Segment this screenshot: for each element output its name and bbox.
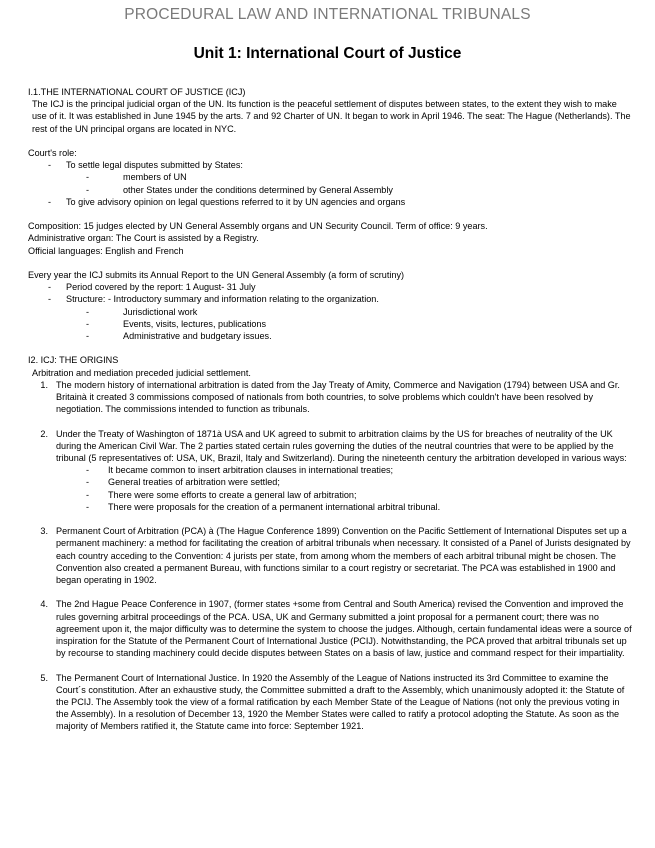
course-title: PROCEDURAL LAW AND INTERNATIONAL TRIBUNALS: [124, 6, 531, 23]
list-item: - Events, visits, lectures, publications: [28, 318, 633, 330]
list-item: - It became common to insert arbitration clauses in international treaties;: [28, 464, 633, 476]
item-text: The 2nd Hague Peace Conference in 1907, (former states +some from Central and South America) revised the Convention and improved the rules governing arbitral proceedings of the PCA. USA, UK and Germany submitted a joint proposal for a permanent court; there was no agreement upon it, the major difficulty was to determine the system to choose the judges. Although, certain fundamental ideas were a source of inspiration for the Statute of the Permanent Court of International Justice (PCIJ). Notwithstanding, the PCA proved that arbitral tribunals set up by recourse to standing machinery could decide disputes between States on a basis of law, justice and command respect for their impartiality.: [56, 599, 632, 659]
item-text: The Permanent Court of International Justice. In 1920 the Assembly of the League of Nations instructed its 3rd Committee to examine the Court´s constitution. After an exhaustive study, the Committee submitted a draft to the Assembly, which unanimously adopted it: the Statute of the PCIJ. The Assembly took the view of a formal ratification by each Member State of the League of Nations (not only the previous voting in the Assembly). In a resolution of December 13, 1920 the Member States were called to ratify a protocol adopting the Statute. As soon as the majority of Members ratified it, the Statute came into force: September 1921.: [56, 672, 625, 732]
numbered-item: [28, 598, 633, 659]
origins-intro: Arbitration and mediation preceded judicial settlement.: [32, 367, 251, 378]
list-item: - Period covered by the report: 1 August- 31 July: [28, 281, 633, 293]
list-item: - There were some efforts to create a general law of arbitration;: [28, 489, 633, 501]
item-number: 3.: [40, 526, 48, 537]
numbered-item: [28, 428, 633, 513]
sub-list: [28, 464, 633, 513]
numbered-item: [28, 525, 633, 586]
section-heading-origins: I2. ICJ: THE ORIGINS: [28, 355, 119, 366]
list-item-text: To settle legal disputes submitted by States:: [66, 160, 243, 171]
icj-intro-paragraph: The ICJ is the principal judicial organ of the UN. Its function is the peaceful settlement of disputes between states, to the extent they wish to make use of it. It was established in June 1945 by the arts. 7 and 92 Charter of UN. It began to work in April 1946. The seat: The Hague (Netherlands). The rest of the UN principal organs are located in NYC.: [32, 99, 631, 134]
numbered-item: [28, 379, 633, 416]
unit-title: Unit 1: International Court of Justice: [193, 45, 462, 62]
list-item: - other States under the conditions determined by General Assembly: [28, 184, 633, 196]
list-item: - General treaties of arbitration were settled;: [28, 476, 633, 488]
sub-list: [28, 171, 633, 195]
numbered-item: [28, 672, 633, 733]
origins-numbered-list: [28, 379, 633, 733]
item-number: 4.: [40, 599, 48, 610]
item-number: 1.: [40, 379, 48, 390]
section-heading-icj: I.1.THE INTERNATIONAL COURT OF JUSTICE (ICJ): [28, 87, 246, 97]
annual-report-intro: Every year the ICJ submits its Annual Report to the UN General Assembly (a form of scrutiny): [28, 270, 405, 280]
list-item: - To give advisory opinion on legal questions referred to it by UN agencies and organs: [28, 196, 633, 208]
administrative-organ-text: Administrative organ: The Court is assisted by a Registry.: [28, 233, 259, 244]
item-text: The modern history of international arbitration is dated from the Jay Treaty of Amity, Commerce and Navigation (1794) between USA and Gr. Britainà it created 3 commissions composed of nationals from both countries, to solve problems which couldn't have been resolved by negotiation. The commissions intended to function as tribunals.: [56, 379, 620, 415]
item-text: Permanent Court of Arbitration (PCA) à (The Hague Conference 1899) Convention on the Pacific Settlement of International Disputes set up a permanent machinery: a method for facilitating the creation of arbitral tribunals when necessary. It consisted of a Panel of Jurists designated by each country acceding to the Convention: 4 jurists per state, from among whom the members of each arbitral tribunal might be chosen. The Convention also created a permanent Bureau, with functions similar to a court registry or secretariat. The PCA was established in 1900 and began operating in 1902.: [56, 526, 631, 586]
list-item: - Jurisdictional work: [28, 306, 633, 318]
annual-report-list: [28, 281, 633, 342]
list-item: [28, 293, 633, 342]
list-item-text: Structure: - Introductory summary and information relating to the organization.: [66, 294, 379, 305]
item-number: 5.: [40, 672, 48, 683]
item-text: Under the Treaty of Washington of 1871à USA and UK agreed to submit to arbitration claims by the US for breaches of neutrality of the UK during the American Civil War. The 2 parties stated certain rules governing the duties of the neutral countries that were to be applied by the tribunal (5 representatives of: USA, UK, Brazil, Italy and Switzerland). During the nineteenth century the arbitration developed in various ways:: [56, 428, 627, 464]
court-role-list: [28, 159, 633, 208]
official-languages-text: Official languages: English and French: [28, 245, 184, 256]
item-number: 2.: [40, 428, 48, 439]
court-role-label: Court's role:: [28, 148, 77, 158]
document-body: [28, 86, 633, 733]
sub-list: [28, 306, 633, 343]
list-item: - members of UN: [28, 171, 633, 183]
list-item: - There were proposals for the creation of a permanent international arbitral tribunal.: [28, 501, 633, 513]
list-item: - Administrative and budgetary issues.: [28, 330, 633, 342]
composition-text: Composition: 15 judges elected by UN General Assembly organs and UN Security Council. Term of office: 9 years.: [28, 221, 488, 232]
list-item: [28, 159, 633, 196]
